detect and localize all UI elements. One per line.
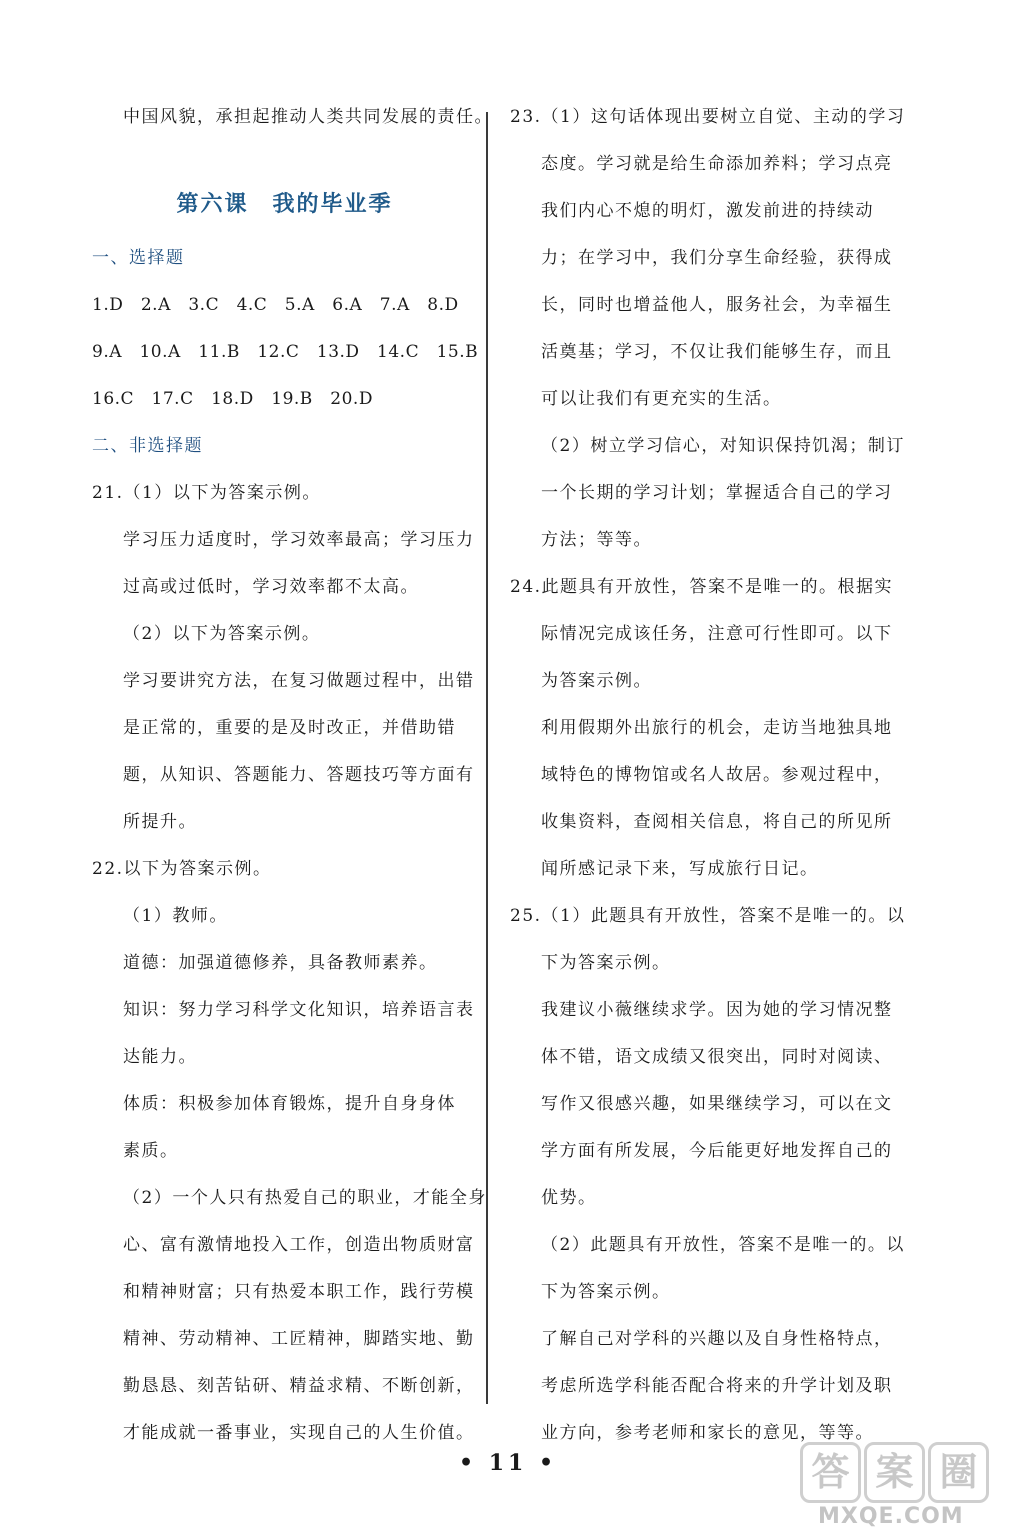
q25-line: （2）此题具有开放性，答案不是唯一的。以 [541, 1235, 905, 1255]
q23-line: 方法；等等。 [541, 530, 652, 550]
q23-line: 长，同时也增益他人，服务社会，为幸福生 [541, 295, 893, 315]
q25-line: 我建议小薇继续求学。因为她的学习情况整 [541, 1000, 893, 1020]
q25-line: 写作又很感兴趣，如果继续学习，可以在文 [541, 1094, 893, 1114]
q21-line: 学习要讲究方法，在复习做题过程中，出错 [123, 671, 475, 691]
q25-line: 25.（1）此题具有开放性，答案不是唯一的。以 [510, 906, 906, 926]
q21-line: 题，从知识、答题能力、答题技巧等方面有 [123, 765, 475, 785]
q22-line: 和精神财富；只有热爱本职工作，践行劳模 [123, 1282, 475, 1302]
watermark-logo [800, 1440, 1000, 1532]
q22-line: 心、富有激情地投入工作，创造出物质财富 [123, 1235, 475, 1255]
q25-line: 优势。 [541, 1188, 597, 1208]
q25-line: 业方向，参考老师和家长的意见，等等。 [541, 1423, 874, 1443]
q21-line: 过高或过低时，学习效率都不太高。 [123, 577, 419, 597]
q24-line: 闻所感记录下来，写成旅行日记。 [541, 859, 819, 879]
page-number: • 11 • [458, 1450, 558, 1476]
answer-row: 9.A 10.A 11.B 12.C 13.D 14.C 15.B [92, 342, 479, 362]
watermark-glyph: 答 [800, 1442, 861, 1503]
q24-line: 收集资料，查阅相关信息，将自己的所见所 [541, 812, 893, 832]
q25-line: 学方面有所发展，今后能更好地发挥自己的 [541, 1141, 893, 1161]
q23-line: 力；在学习中，我们分享生命经验，获得成 [541, 248, 893, 268]
section-choice-title: 一、选择题 [92, 248, 185, 268]
q22-line: 道德：加强道德修养，具备教师素养。 [123, 953, 438, 973]
q24-line: 际情况完成该任务，注意可行性即可。以下 [541, 624, 893, 644]
q21-line: 所提升。 [123, 812, 197, 832]
left-column [92, 94, 493, 1457]
q24-line: 利用假期外出旅行的机会，走访当地独具地 [541, 718, 893, 738]
q25-line: 了解自己对学科的兴趣以及自身性格特点， [541, 1329, 893, 1349]
q24-line: 24.此题具有开放性，答案不是唯一的。根据实 [510, 577, 894, 597]
q22-line: 达能力。 [123, 1047, 197, 1067]
q22-line: （1）教师。 [123, 906, 228, 926]
q22-line: 素质。 [123, 1141, 179, 1161]
q22-line: 22.以下为答案示例。 [92, 859, 272, 879]
q24-line: 域特色的博物馆或名人故居。参观过程中， [541, 765, 893, 785]
answer-row: 16.C 17.C 18.D 19.B 20.D [92, 389, 373, 409]
q25-line: 下为答案示例。 [541, 953, 671, 973]
q21-line: 是正常的，重要的是及时改正，并借助错 [123, 718, 456, 738]
lesson-heading: 第六课 我的毕业季 [176, 191, 393, 217]
q22-line: 知识：努力学习科学文化知识，培养语言表 [123, 1000, 475, 1020]
q21-line: （2）以下为答案示例。 [123, 624, 321, 644]
q23-line: 23.（1）这句话体现出要树立自觉、主动的学习 [510, 107, 906, 127]
q25-line: 下为答案示例。 [541, 1282, 671, 1302]
q23-line: 活奠基；学习，不仅让我们能够生存，而且 [541, 342, 893, 362]
q22-line: 才能成就一番事业，实现自己的人生价值。 [123, 1423, 475, 1443]
q23-line: （2）树立学习信心，对知识保持饥渴；制订 [541, 436, 905, 456]
q21-line: 21.（1）以下为答案示例。 [92, 483, 321, 503]
q23-line: 态度。学习就是给生命添加养料；学习点亮 [541, 154, 893, 174]
q23-line: 我们内心不熄的明灯，激发前进的持续动 [541, 201, 874, 221]
q23-line: 可以让我们有更充实的生活。 [541, 389, 782, 409]
q24-line: 为答案示例。 [541, 671, 652, 691]
q22-line: （2）一个人只有热爱自己的职业，才能全身 [123, 1188, 487, 1208]
q25-line: 体不错，语文成绩又很突出，同时对阅读、 [541, 1047, 893, 1067]
q22-line: 勤恳恳、刻苦钻研、精益求精、不断创新， [123, 1376, 475, 1396]
watermark-glyph: 圈 [928, 1442, 989, 1503]
q22-line: 体质：积极参加体育锻炼，提升自身身体 [123, 1094, 456, 1114]
answer-row: 1.D 2.A 3.C 4.C 5.A 6.A 7.A 8.D [92, 295, 459, 315]
intro-line: 中国风貌，承担起推动人类共同发展的责任。 [123, 107, 493, 127]
q21-line: 学习压力适度时，学习效率最高；学习压力 [123, 530, 475, 550]
watermark-glyph: 案 [864, 1442, 925, 1503]
watermark-url: MXQE.COM [818, 1504, 964, 1529]
q25-line: 考虑所选学科能否配合将来的升学计划及职 [541, 1376, 893, 1396]
right-column [510, 94, 905, 1457]
q22-line: 精神、劳动精神、工匠精神，脚踏实地、勤 [123, 1329, 475, 1349]
section-nonchoice-title: 二、非选择题 [92, 436, 203, 456]
q23-line: 一个长期的学习计划；掌握适合自己的学习 [541, 483, 893, 503]
